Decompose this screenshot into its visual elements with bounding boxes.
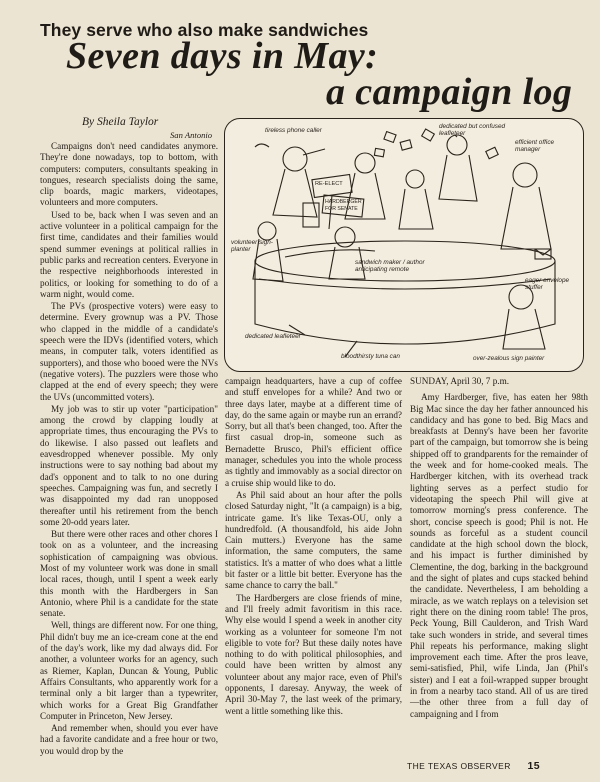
sign-hardberger: HARDBERGER FOR SENATE xyxy=(325,199,362,212)
article-column-1 xyxy=(40,141,218,758)
article-column-3 xyxy=(410,376,588,721)
label-sandwich-maker: sandwich maker / author anticipating remote xyxy=(355,259,425,273)
paragraph: Amy Hardberger, five, has eaten her 98th Big Mac since the day her father announced his candidacy and has gone to bed. Big Macs and breakfasts at Denny's have been her favorite part of the campaign, but tomorrow she is being shipped off to grandparents for the remainder of the week and for home-cooked meals. The Hardberger kitchen, with its overhead track lighting serves as a perfect studio for videotaping the speech Phil will give at tomorrow morning's press conference. The short, concise speech is good; Phil is not. He sounds as forceful as a student council candidate at the high school down the block, and his impact is further diminished by Clementine, the dog, barking in the background and the sight of plates and cups stacked behind the candidate. Nevertheless, I am beholding a miracle, as we watch replays on a television set right there on the dining room table! The pros, Peck Young, Bill Caulderon, and Trish Ward take such wonders in stride, and several times Phil repeats his performance, making slight improvement each time. After the pros leave, semi-satisfied, Phil, wife Linda, Jan (Phil's sister) and I eat a foil-wrapped supper brought in from a nearby taco stand. All of us are tired—the other three from a full day of campaigning and I from xyxy=(410,392,588,719)
paragraph: The Hardbergers are close friends of mine, and I'll freely admit favoritism in this race. Why else would I spend a week in another city working as a volunteer for someone I'm not eligible to vote for? But these daily notes have nothing to do with political philosophies, and could have been written by almost any volunteer about any major race, even of Phil's opponents, I daresay. Anyway, the week of April 30-May 7, the last week of the primary, went a little something like this. xyxy=(225,592,402,716)
page-footer xyxy=(407,760,540,772)
section-subheading: SUNDAY, April 30, 7 p.m. xyxy=(410,376,510,386)
paragraph: But there were other races and other chores I took on as a volunteer, and the increasing sophistication of campaigning was obvious. Most of my volunteer work was done in small local races, though, until I spent a week early this month with the Hardbergers in San Antonio, where Phil is a candidate for the state senate. xyxy=(40,529,218,619)
label-dedicated-leafleteer-2: dedicated leafleteer xyxy=(245,333,301,340)
paragraph: And remember when, should you ever have had a favorite candidate and a free hour or two, you would drop by the xyxy=(40,723,218,756)
label-eager-envelope-stuffer: eager envelope stuffer xyxy=(525,277,570,291)
label-efficient-office-manager: efficient office manager xyxy=(515,139,555,153)
article-headline xyxy=(66,35,586,113)
sign-re-elect: RE-ELECT xyxy=(315,181,343,187)
paragraph: My job was to stir up voter "participation" among the crowd by clapping loudly at appropriate times, thus encouraging the PVs to do likewise. I also passed out leaflets and eavesdropped whenever possible. My only instructions were to say nothing bad about my dad's opponent and to talk to no one during speeches. Campaigning was fun, and secretly I was disappointed my dad ran unopposed thereafter until his retirement from the bench some 20-odd years later. xyxy=(40,403,218,527)
article-kicker: They serve who also make sandwiches xyxy=(40,20,369,40)
paragraph: campaign headquarters, have a cup of coffee and stuff envelopes for a while? And two or three days later, maybe at a different time of day, do the same again or maybe run an errand? Sorry, but all that's been changed, too. After the first casual drop-in, someone such as Bernadette Brusco, Phil's efficient office manager, schedules you into the whole process as tightly and immovably as a social director on a cruise ship would like to do. xyxy=(225,376,402,488)
article-column-2 xyxy=(225,376,402,718)
label-overzealous-sign-painter: over-zealous sign painter xyxy=(473,355,545,362)
page-number: 15 xyxy=(527,760,540,772)
label-bloodthirsty-tuna-can: bloodthirsty tuna can xyxy=(341,353,400,360)
paragraph: Campaigns don't need candidates anymore. They're done nowadays, top to bottom, with computers: computers, consultants speaking in tongues, research specialists doing the same, clip boards, magic markers, videotapes, volunteers and more computers. xyxy=(40,141,218,208)
dateline: San Antonio xyxy=(170,130,213,140)
paragraph: Used to be, back when I was seven and an active volunteer in a political campaign for the first time, candidates and their families would spend summer evenings at political rallies in public parks and recreation centers. Everyone in the respective neighborhoods interested in politics, or looking for something to do of a warm night, would come. xyxy=(40,209,218,299)
label-dedicated-leafleteer: dedicated but confused leafleteer xyxy=(439,123,506,137)
paragraph: Well, things are different now. For one thing, Phil didn't buy me an ice-cream cone at the end of the day's work, like my dad always did. For another, a volunteer works for an agency, such as Riemer, Kaplan, Duncan & Young, Public Affairs Consultants, who apparently work for a terminal only a bit larger than a typewriter, which works for a Great Big Grandfather Computer in Princeton, New Jersey. xyxy=(40,620,218,721)
label-volunteer-sign-planter: volunteer sign-planter xyxy=(231,239,273,253)
headline-line-2: a campaign log xyxy=(326,71,573,113)
cartoon-illustration xyxy=(224,118,584,372)
headline-line-1: Seven days in May: xyxy=(66,35,379,77)
byline: By Sheila Taylor xyxy=(82,116,159,128)
label-tireless-phone-caller: tireless phone caller xyxy=(265,127,322,134)
paragraph: As Phil said about an hour after the polls closed Saturday night, "It (a campaign) is a big, intricate game. It's like Texas-OU, only a hundredfold. (A thousandfold, his aide John Cain mutters.) Everyone has the same information, the same computers, the same statistics. It's a matter of who does what a little bit faster or a little bit better. Everyone has the same chance to carry the ball." xyxy=(225,489,402,591)
publication-name: THE TEXAS OBSERVER xyxy=(407,761,511,771)
paragraph: The PVs (prospective voters) were easy to determine. Every grownup was a PV. Those who clapped in the middle of a candidate's speech were the IDVs (identified voters, which means, in computer talk, voters identified as supporters), and those who booed were the NVs (negative voters). The puzzlers were those who clapped at the end of every speech; they were the UVs (uncommitted voters). xyxy=(40,301,218,402)
